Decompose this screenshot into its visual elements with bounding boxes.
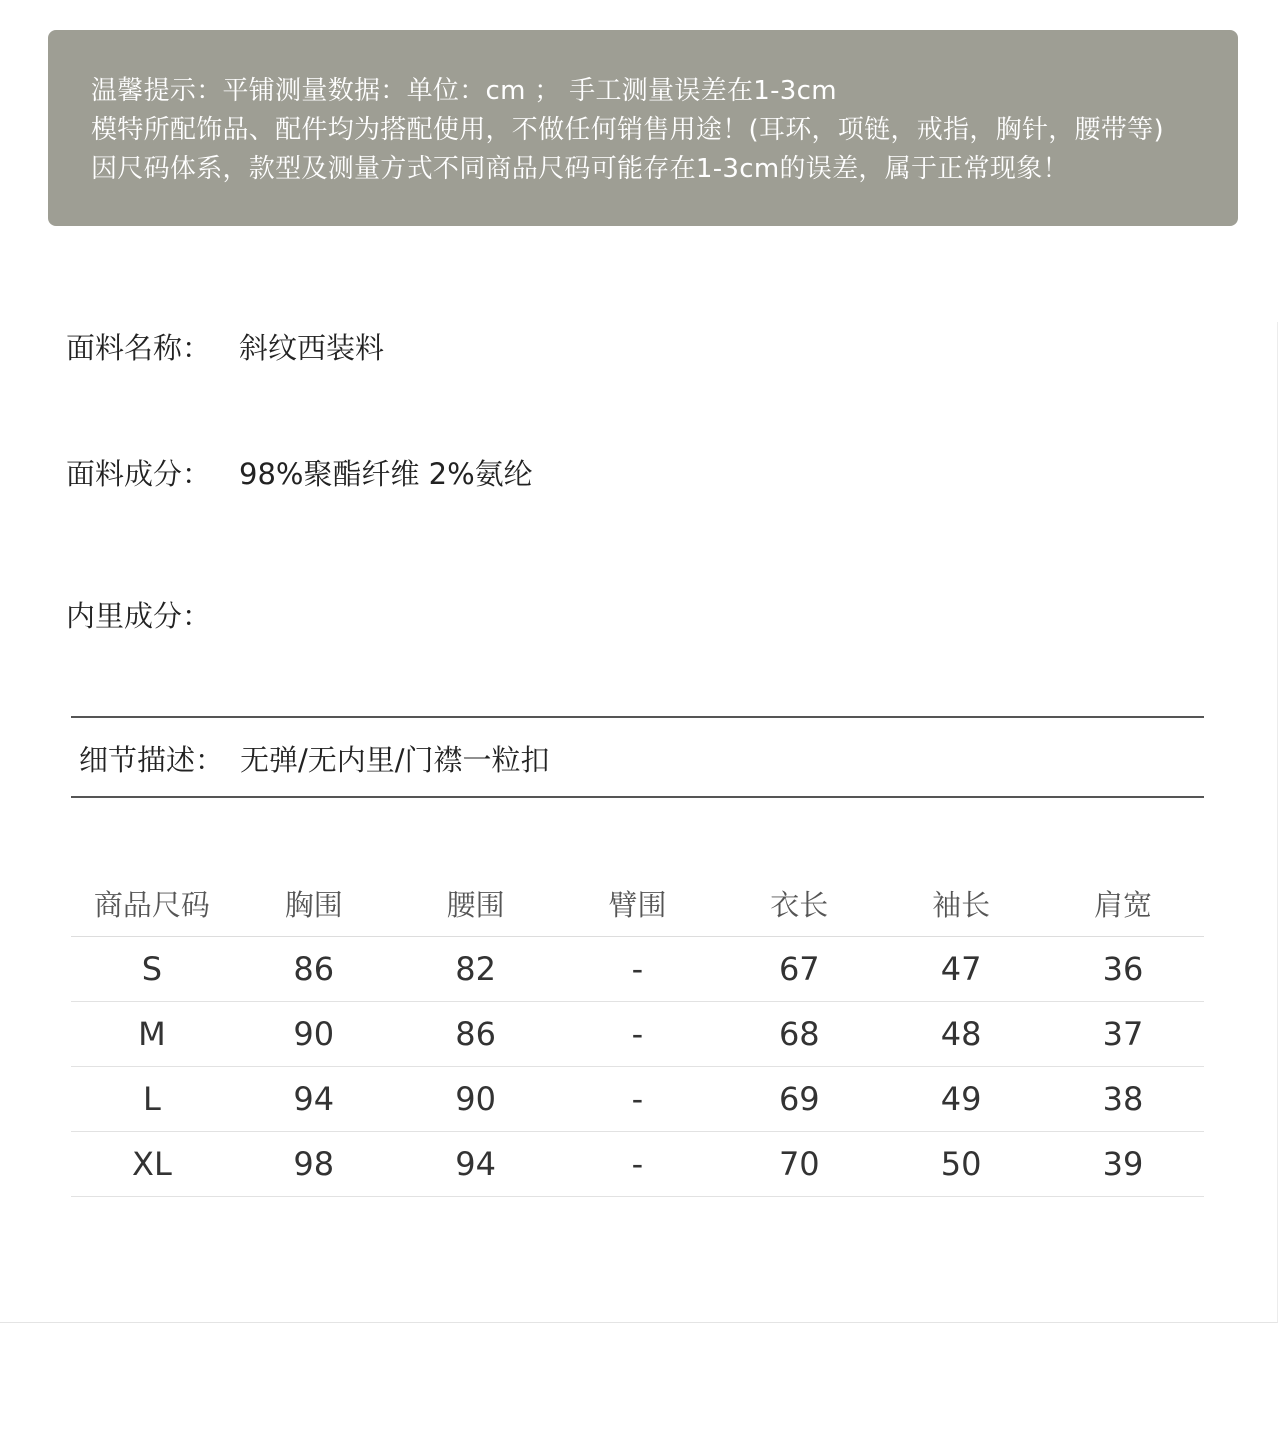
table-cell: 94 bbox=[395, 1132, 557, 1197]
header-length: 衣长 bbox=[718, 870, 880, 937]
table-cell: 67 bbox=[718, 937, 880, 1002]
header-waist: 腰围 bbox=[395, 870, 557, 937]
table-cell: 90 bbox=[233, 1002, 395, 1067]
table-cell: XL bbox=[71, 1132, 233, 1197]
table-cell: 68 bbox=[718, 1002, 880, 1067]
size-table-header-row bbox=[71, 870, 1204, 937]
table-cell: 98 bbox=[233, 1132, 395, 1197]
detail-description-label: 细节描述： bbox=[79, 743, 225, 777]
table-cell: - bbox=[557, 1067, 719, 1132]
table-row bbox=[71, 937, 1204, 1002]
detail-description-box bbox=[71, 716, 1204, 798]
notice-banner bbox=[48, 30, 1238, 226]
table-row bbox=[71, 1002, 1204, 1067]
fabric-name-label: 面料名称： bbox=[66, 331, 212, 365]
header-bust: 胸围 bbox=[233, 870, 395, 937]
table-cell: S bbox=[71, 937, 233, 1002]
notice-line: 温馨提示：平铺测量数据：单位：cm ； 手工测量误差在1-3cm bbox=[91, 76, 837, 106]
notice-line: 模特所配饰品、配件均为搭配使用，不做任何销售用途！(耳环，项链，戒指，胸针，腰带等) bbox=[91, 115, 1164, 145]
fabric-name-value: 斜纹西装料 bbox=[239, 331, 385, 365]
table-cell: - bbox=[557, 1002, 719, 1067]
fabric-name-row bbox=[66, 326, 384, 367]
table-cell: - bbox=[557, 1132, 719, 1197]
table-cell: 69 bbox=[718, 1067, 880, 1132]
table-cell: - bbox=[557, 937, 719, 1002]
notice-line: 因尺码体系，款型及测量方式不同商品尺码可能存在1-3cm的误差，属于正常现象！ bbox=[91, 154, 1069, 184]
table-cell: 47 bbox=[880, 937, 1042, 1002]
detail-description-value: 无弹/无内里/门襟一粒扣 bbox=[240, 743, 550, 777]
header-arm: 臂围 bbox=[557, 870, 719, 937]
table-cell: L bbox=[71, 1067, 233, 1132]
table-cell: 38 bbox=[1042, 1067, 1204, 1132]
table-cell: 39 bbox=[1042, 1132, 1204, 1197]
fabric-composition-value: 98%聚酯纤维 2%氨纶 bbox=[239, 457, 533, 491]
table-cell: 50 bbox=[880, 1132, 1042, 1197]
table-cell: 82 bbox=[395, 937, 557, 1002]
table-cell: 86 bbox=[395, 1002, 557, 1067]
header-size: 商品尺码 bbox=[71, 870, 233, 937]
table-cell: 49 bbox=[880, 1067, 1042, 1132]
table-cell: 48 bbox=[880, 1002, 1042, 1067]
table-cell: 37 bbox=[1042, 1002, 1204, 1067]
table-cell: 86 bbox=[233, 937, 395, 1002]
table-row bbox=[71, 1132, 1204, 1197]
header-sleeve: 袖长 bbox=[880, 870, 1042, 937]
header-shoulder: 肩宽 bbox=[1042, 870, 1204, 937]
fabric-composition-label: 面料成分： bbox=[66, 457, 212, 491]
fabric-composition-row bbox=[66, 452, 533, 493]
table-row bbox=[71, 1067, 1204, 1132]
table-cell: 36 bbox=[1042, 937, 1204, 1002]
table-cell: 90 bbox=[395, 1067, 557, 1132]
detail-description-row bbox=[79, 738, 550, 779]
table-cell: 70 bbox=[718, 1132, 880, 1197]
size-table bbox=[71, 870, 1204, 1197]
lining-composition-label: 内里成分： bbox=[66, 599, 212, 633]
lining-composition-row bbox=[66, 594, 239, 635]
table-cell: M bbox=[71, 1002, 233, 1067]
table-cell: 94 bbox=[233, 1067, 395, 1132]
